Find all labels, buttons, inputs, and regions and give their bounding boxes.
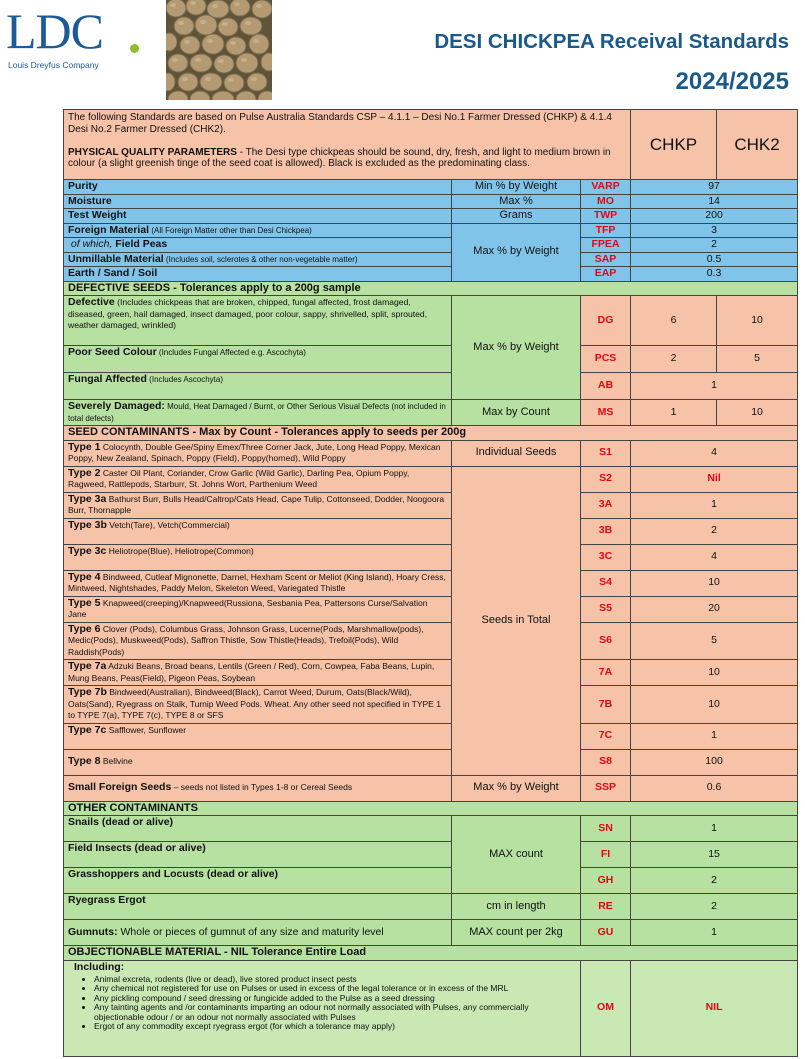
field-peas-code: FPEA [581, 238, 631, 253]
seed-contaminants-heading-row [64, 426, 798, 441]
type1-unit: Individual Seeds [452, 440, 581, 466]
seeds-in-total-unit: Seeds in Total [452, 466, 581, 775]
insects-code: FI [581, 842, 631, 868]
list-item: • Any tainting agents and /or contaminants imparting an odour not normally associated with Pulses, any commercially objectionable odour / or an odour not normally associated with Pulses [94, 1003, 576, 1022]
gumnuts-label [64, 920, 452, 946]
field-peas-label [64, 238, 452, 253]
list-item: • Any pickling compound / seed dressing or fungicide added to the Pulse as a seed dressing [94, 994, 576, 1003]
snails-code: SN [581, 816, 631, 842]
severely-title: Severely Damaged: [68, 400, 165, 412]
type7c-value: 1 [631, 723, 798, 749]
page-title: DESI CHICKPEA Receival Standards [434, 30, 789, 53]
defective-code: DG [581, 296, 631, 346]
snails-label: Snails (dead or alive) [64, 816, 452, 842]
purity-label: Purity [64, 180, 452, 195]
type3a-note: Bathurst Burr, Bulls Head/Caltrop/Cats Head, Cape Tulip, Cottonseed, Dodder, Noogoora Burr, Thornapple [68, 493, 445, 515]
logo-subtitle: Louis Dreyfus Company [8, 60, 99, 70]
foreign-material-row [64, 223, 798, 238]
seed-contaminants-heading: SEED CONTAMINANTS - Max by Count - Tolerances apply to seeds per 200g [64, 426, 798, 441]
objectionable-heading: OBJECTIONABLE MATERIAL - NIL Tolerance Entire Load [64, 946, 798, 961]
type3c-note: Heliotrope(Blue), Heliotrope(Common) [106, 545, 254, 556]
grasshoppers-row [64, 868, 798, 894]
receival-standards-table [63, 109, 798, 1057]
other-heading-row [64, 801, 798, 816]
small-foreign-unit: Max % by Weight [452, 775, 581, 801]
physical-quality-heading: PHYSICAL QUALITY PARAMETERS [68, 146, 237, 158]
type5-title: Type 5 [68, 596, 101, 609]
ldc-logo [6, 3, 146, 70]
poor-colour-title: Poor Seed Colour [68, 346, 157, 358]
type7c-note: Safflower, Sunflower [106, 724, 187, 735]
earth-label: Earth / Sand / Soil [64, 267, 452, 282]
poor-colour-note: (Includes Fungal Affected e.g. Ascochyta) [156, 348, 306, 357]
severely-chkp: 1 [631, 400, 717, 426]
type7b-note: Bindweed(Australian), Bindweed(Black), Carrot Weed, Durum, Oats(Black/Wild), Oats(Sand), Ryegrass on Stalk, Turnip Weed Pods. Wheat. Any other seed not specified in TYPE 1 to TYPE 7(a), TYPE 7(c), TYPE 8 or SFS [68, 687, 441, 720]
defective-title: Defective [68, 296, 115, 308]
field-peas-title: Field Peas [115, 238, 168, 250]
list-item: • Ergot of any commodity except ryegrass ergot (for which a tolerance may apply) [94, 1022, 576, 1031]
column-header-chkp: CHKP [631, 110, 717, 180]
poor-colour-chkp: 2 [631, 346, 717, 373]
fungal-note: (Includes Ascochyta) [146, 375, 223, 384]
purity-value: 97 [631, 180, 798, 195]
moisture-code: MO [581, 194, 631, 209]
ergot-value: 2 [631, 894, 798, 920]
foreign-material-value: 3 [631, 223, 798, 238]
unmillable-note: (Includes soil, sclerotes & other non-vegetable matter) [163, 254, 358, 264]
type3c-label [64, 544, 452, 570]
fungal-title: Fungal Affected [68, 373, 147, 385]
defective-chk2: 10 [717, 296, 798, 346]
ergot-code: RE [581, 894, 631, 920]
snails-value: 1 [631, 816, 798, 842]
type4-code: S4 [581, 570, 631, 596]
intro-row [64, 110, 798, 174]
type3c-title: Type 3c [68, 544, 107, 557]
unmillable-title: Unmillable Material [68, 252, 164, 265]
type2-row [64, 466, 798, 492]
type1-value: 4 [631, 440, 798, 466]
grasshoppers-code: GH [581, 868, 631, 894]
logo-text: LDC [6, 3, 103, 59]
type2-value: Nil [631, 466, 798, 492]
objectionable-list [68, 975, 576, 1031]
type2-note: Caster Oil Plant, Coriander, Crow Garlic (Wild Garlic), Darling Pea, Opium Poppy, Ragweed, Rattlepods, Starburr, St. Johns Wort, Parthenium Weed [68, 467, 410, 489]
earth-row [64, 267, 798, 282]
column-header-chk2: CHK2 [717, 110, 798, 180]
header [0, 0, 805, 108]
insects-value: 15 [631, 842, 798, 868]
type7b-label [64, 686, 452, 724]
unmillable-value: 0.5 [631, 252, 798, 267]
type4-value: 10 [631, 570, 798, 596]
type6-row [64, 622, 798, 660]
small-foreign-value: 0.6 [631, 775, 798, 801]
gumnuts-note: Whole or pieces of gumnut of any size and maturity level [117, 925, 384, 938]
type5-label [64, 596, 452, 622]
physical-group-unit: Max % by Weight [452, 223, 581, 281]
small-foreign-row [64, 775, 798, 801]
field-peas-prefix: of which, [70, 238, 116, 250]
fungal-code: AB [581, 373, 631, 400]
grasshoppers-value: 2 [631, 868, 798, 894]
type8-title: Type 8 [68, 755, 101, 768]
defective-heading-row [64, 281, 798, 296]
purity-row [64, 180, 798, 195]
field-peas-row [64, 238, 798, 253]
max-count-unit: MAX count [452, 816, 581, 894]
type4-row [64, 570, 798, 596]
type1-row [64, 440, 798, 466]
fungal-label [64, 373, 452, 400]
type5-row [64, 596, 798, 622]
type5-note: Knapweed(creeping)/Knapweed(Russiona, Sesbania Pea, Pattersons Curse/Salvation Jane [68, 597, 428, 619]
severely-label [64, 400, 452, 426]
foreign-material-code: TFP [581, 223, 631, 238]
list-item: • Animal excreta, rodents (live or dead), live stored product insect pests [94, 975, 576, 984]
type4-label [64, 570, 452, 596]
type2-title: Type 2 [68, 466, 101, 479]
ergot-unit: cm in length [452, 894, 581, 920]
type3b-title: Type 3b [68, 518, 107, 531]
purity-unit: Min % by Weight [452, 180, 581, 195]
type3c-value: 4 [631, 544, 798, 570]
grasshoppers-label: Grasshoppers and Locusts (dead or alive) [64, 868, 452, 894]
type7c-row [64, 723, 798, 749]
objectionable-value: NIL [631, 960, 798, 1056]
defective-note: (Includes chickpeas that are broken, chipped, fungal affected, frost damaged, diseased, green, hail damaged, insect damaged, poor colour, sappy, shrivelled, split, sprouted, weather damaged, wrinkled) [68, 297, 428, 330]
ergot-row [64, 894, 798, 920]
defective-row [64, 296, 798, 346]
test-weight-code: TWP [581, 209, 631, 224]
defective-chkp: 6 [631, 296, 717, 346]
type7a-row [64, 660, 798, 686]
unmillable-label [64, 252, 452, 267]
type7a-code: 7A [581, 660, 631, 686]
type8-value: 100 [631, 749, 798, 775]
gumnuts-unit: MAX count per 2kg [452, 920, 581, 946]
gumnuts-row [64, 920, 798, 946]
type7a-title: Type 7a [68, 660, 107, 672]
type1-note: Colocynth, Double Gee/Spiny Emex/Three Corner Jack, Jute, Long Head Poppy, Mexican Poppy, New Zealand, Spinach, Poppy (Field), Poppy(horned), Wild Poppy [68, 441, 441, 463]
test-weight-row [64, 209, 798, 224]
intro-paragraph: The following Standards are based on Pulse Australia Standards CSP – 4.1.1 – Desi No.1 Farmer Dressed (CHKP) & 4.1.4 Desi No.2 Farmer Dressed (CHK2). [68, 112, 612, 135]
including-label: Including: [74, 960, 125, 973]
type3c-row [64, 544, 798, 570]
moisture-row [64, 194, 798, 209]
field-peas-value: 2 [631, 238, 798, 253]
type7b-row [64, 686, 798, 724]
insects-row [64, 842, 798, 868]
moisture-value: 14 [631, 194, 798, 209]
type7a-value: 10 [631, 660, 798, 686]
chickpea-photo [166, 0, 272, 100]
other-heading: OTHER CONTAMINANTS [64, 801, 798, 816]
objectionable-heading-row [64, 946, 798, 961]
defective-heading: DEFECTIVE SEEDS - Tolerances apply to a 200g sample [64, 281, 798, 296]
type8-label [64, 749, 452, 775]
earth-value: 0.3 [631, 267, 798, 282]
moisture-unit: Max % [452, 194, 581, 209]
type1-title: Type 1 [68, 440, 101, 453]
small-foreign-label [64, 775, 452, 801]
objectionable-code: OM [581, 960, 631, 1056]
defective-group-unit: Max % by Weight [452, 296, 581, 400]
type3c-code: 3C [581, 544, 631, 570]
test-weight-value: 200 [631, 209, 798, 224]
type6-code: S6 [581, 622, 631, 660]
foreign-material-label [64, 223, 452, 238]
type4-title: Type 4 [68, 570, 101, 583]
logo-dot [130, 44, 139, 53]
type6-note: Clover (Pods), Columbus Grass, Johnson Grass, Lucerne(Pods, Marshmallow(pods), Medic(Pods), Muskweed(Pods), Saffron Thistle, Sow Thistle(Heads), Trefoil(Pods), Wild Raddish(Pods) [68, 623, 424, 657]
small-foreign-title: Small Foreign Seeds [68, 781, 172, 794]
gumnuts-title: Gumnuts: [68, 925, 118, 938]
small-foreign-code: SSP [581, 775, 631, 801]
type3a-label [64, 492, 452, 518]
insects-label: Field Insects (dead or alive) [64, 842, 452, 868]
objectionable-list-cell [64, 960, 581, 1056]
foreign-material-title: Foreign Material [68, 223, 150, 236]
unmillable-code: SAP [581, 252, 631, 267]
small-foreign-note: – seeds not listed in Types 1-8 or Cereal Seeds [171, 782, 353, 793]
foreign-material-note: (All Foreign Matter other than Desi Chickpea) [149, 225, 312, 235]
type3a-value: 1 [631, 492, 798, 518]
intro-text [64, 110, 631, 180]
poor-colour-label [64, 346, 452, 373]
severely-code: MS [581, 400, 631, 426]
type7c-code: 7C [581, 723, 631, 749]
gumnuts-code: GU [581, 920, 631, 946]
objectionable-row [64, 960, 798, 1056]
type6-label [64, 622, 452, 660]
purity-code: VARP [581, 180, 631, 195]
list-item: • Any chemical not registered for use on Pulses or used in excess of the legal tolerance or in excess of the MRL [94, 984, 576, 993]
type2-code: S2 [581, 466, 631, 492]
type7a-label [64, 660, 452, 686]
earth-code: EAP [581, 267, 631, 282]
type7b-code: 7B [581, 686, 631, 724]
type7a-note: Adzuki Beans, Broad beans, Lentils (Green / Red), Corn, Cowpea, Faba Beans, Lupin, Mung Beans, Peas(Field), Pigeon Peas, Soybean [68, 661, 435, 683]
type8-code: S8 [581, 749, 631, 775]
unmillable-row [64, 252, 798, 267]
type1-label [64, 440, 452, 466]
severely-row [64, 400, 798, 426]
ergot-label: Ryegrass Ergot [64, 894, 452, 920]
type7b-value: 10 [631, 686, 798, 724]
type3a-code: 3A [581, 492, 631, 518]
fungal-row [64, 373, 798, 400]
chickpea-seeds-icon [166, 0, 272, 100]
test-weight-unit: Grams [452, 209, 581, 224]
poor-colour-chk2: 5 [717, 346, 798, 373]
type6-title: Type 6 [68, 622, 101, 635]
severely-note: Mould, Heat Damaged / Burnt, or Other Serious Visual Defects (not included in total defects) [68, 402, 446, 423]
type3b-label [64, 518, 452, 544]
defective-label [64, 296, 452, 346]
type3a-row [64, 492, 798, 518]
type8-note: Bellvine [100, 756, 133, 767]
type5-code: S5 [581, 596, 631, 622]
type3a-title: Type 3a [68, 492, 107, 505]
type1-code: S1 [581, 440, 631, 466]
test-weight-label: Test Weight [64, 209, 452, 224]
gumnuts-value: 1 [631, 920, 798, 946]
fungal-value: 1 [631, 373, 798, 400]
type2-label [64, 466, 452, 492]
type8-row [64, 749, 798, 775]
severely-chk2: 10 [717, 400, 798, 426]
type5-value: 20 [631, 596, 798, 622]
snails-row [64, 816, 798, 842]
type7c-label [64, 723, 452, 749]
season-title: 2024/2025 [675, 68, 789, 95]
type3b-row [64, 518, 798, 544]
poor-colour-row [64, 346, 798, 373]
type6-value: 5 [631, 622, 798, 660]
physical-quality-text: - The Desi type chickpeas should be sound, dry, fresh, and light to medium brown in colour (a slight greenish tinge of the seed coat is allowed). Black is excluded as the predominating class. [68, 146, 611, 169]
severely-unit: Max by Count [452, 400, 581, 426]
type3b-value: 2 [631, 518, 798, 544]
type3b-code: 3B [581, 518, 631, 544]
type7c-title: Type 7c [68, 723, 107, 736]
type4-note: Bindweed, Cutleaf Mignonette, Darnel, Hexham Scent or Meliot (King Island), Hoary Cress, Mintweed, Nightshades, Paddy Melon, Skeleton Weed, Variegated Thistle [68, 571, 446, 593]
poor-colour-code: PCS [581, 346, 631, 373]
type7b-title: Type 7b [68, 686, 107, 698]
moisture-label: Moisture [64, 194, 452, 209]
type3b-note: Vetch(Tare), Vetch(Commercial) [106, 519, 230, 530]
